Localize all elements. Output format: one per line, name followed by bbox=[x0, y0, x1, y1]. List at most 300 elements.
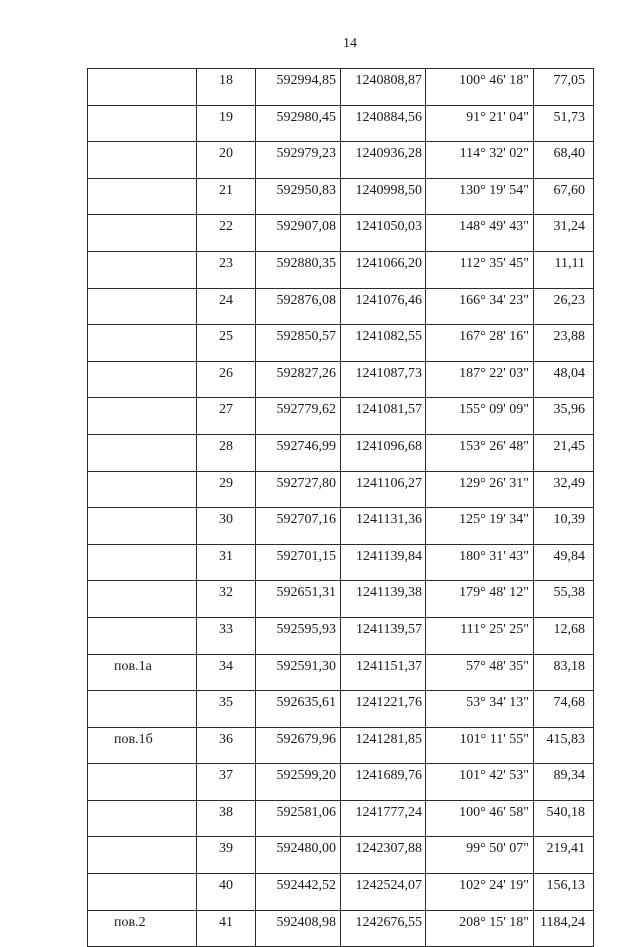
table-row bbox=[88, 764, 594, 801]
table-row bbox=[88, 617, 594, 654]
point-label-text bbox=[88, 764, 196, 769]
point-number-cell bbox=[197, 398, 256, 435]
y-coordinate-text: 1241082,55 bbox=[355, 329, 422, 345]
y-coordinate-text: 1241151,37 bbox=[356, 658, 422, 674]
point-number-cell bbox=[197, 288, 256, 325]
segment-length-text: 74,68 bbox=[553, 695, 585, 711]
segment-length-text: 540,18 bbox=[546, 804, 585, 820]
y-coordinate-text: 1241087,73 bbox=[355, 365, 422, 381]
page-number: 14 bbox=[343, 36, 357, 51]
y-coordinate-cell bbox=[341, 361, 426, 398]
table-row bbox=[88, 361, 594, 398]
point-label-text bbox=[88, 142, 196, 147]
x-coordinate-cell bbox=[256, 581, 341, 618]
y-coordinate-text: 1241131,36 bbox=[356, 512, 422, 528]
y-coordinate-text: 1241066,20 bbox=[355, 255, 422, 271]
y-coordinate-cell bbox=[341, 508, 426, 545]
point-label-text bbox=[88, 69, 196, 74]
x-coordinate-text: 592442,52 bbox=[276, 878, 336, 894]
x-coordinate-cell bbox=[256, 837, 341, 874]
y-coordinate-cell bbox=[341, 837, 426, 874]
point-label-text bbox=[88, 618, 196, 623]
direction-angle-text: 57° 48' 35" bbox=[466, 658, 529, 674]
y-coordinate-text: 1241096,68 bbox=[355, 438, 422, 454]
point-label-cell bbox=[88, 617, 197, 654]
segment-length-text: 48,04 bbox=[553, 365, 585, 381]
point-number-text: 20 bbox=[219, 146, 233, 162]
y-coordinate-text: 1241139,57 bbox=[356, 621, 422, 637]
direction-angle-text: 166° 34' 23" bbox=[459, 292, 529, 308]
segment-length-text: 10,39 bbox=[553, 512, 585, 528]
y-coordinate-cell bbox=[341, 910, 426, 947]
segment-length-text: 156,13 bbox=[546, 878, 585, 894]
segment-length-cell bbox=[534, 215, 594, 252]
segment-length-text: 26,23 bbox=[553, 292, 585, 308]
point-number-cell bbox=[197, 434, 256, 471]
point-label-cell bbox=[88, 691, 197, 728]
table-row bbox=[88, 581, 594, 618]
x-coordinate-text: 592635,61 bbox=[276, 695, 336, 711]
point-number-cell bbox=[197, 325, 256, 362]
direction-angle-text: 102° 24' 19" bbox=[459, 878, 529, 894]
table-row bbox=[88, 544, 594, 581]
direction-angle-cell bbox=[426, 837, 534, 874]
x-coordinate-cell bbox=[256, 910, 341, 947]
point-label-cell bbox=[88, 471, 197, 508]
y-coordinate-text: 1240936,28 bbox=[355, 146, 422, 162]
x-coordinate-text: 592599,20 bbox=[276, 768, 336, 784]
y-coordinate-text: 1242676,55 bbox=[355, 914, 422, 930]
point-number-text: 25 bbox=[219, 329, 233, 345]
point-label-text bbox=[88, 398, 196, 403]
segment-length-cell bbox=[534, 178, 594, 215]
direction-angle-cell bbox=[426, 727, 534, 764]
segment-length-text: 35,96 bbox=[553, 402, 585, 418]
segment-length-text: 55,38 bbox=[553, 585, 585, 601]
y-coordinate-cell bbox=[341, 325, 426, 362]
direction-angle-text: 153° 26' 48" bbox=[459, 438, 529, 454]
point-number-cell bbox=[197, 178, 256, 215]
y-coordinate-cell bbox=[341, 178, 426, 215]
point-label-text bbox=[88, 179, 196, 184]
direction-angle-cell bbox=[426, 142, 534, 179]
point-number-text: 26 bbox=[219, 365, 233, 381]
direction-angle-cell bbox=[426, 800, 534, 837]
y-coordinate-text: 1241221,76 bbox=[355, 695, 422, 711]
point-number-text: 36 bbox=[219, 731, 233, 747]
table-row bbox=[88, 654, 594, 691]
direction-angle-cell bbox=[426, 398, 534, 435]
segment-length-cell bbox=[534, 398, 594, 435]
direction-angle-cell bbox=[426, 288, 534, 325]
direction-angle-cell bbox=[426, 105, 534, 142]
segment-length-text: 68,40 bbox=[553, 146, 585, 162]
segment-length-cell bbox=[534, 251, 594, 288]
segment-length-text: 1184,24 bbox=[540, 914, 585, 930]
segment-length-cell bbox=[534, 544, 594, 581]
direction-angle-text: 208° 15' 18" bbox=[459, 914, 529, 930]
table-row bbox=[88, 434, 594, 471]
x-coordinate-cell bbox=[256, 251, 341, 288]
y-coordinate-cell bbox=[341, 251, 426, 288]
x-coordinate-text: 592581,06 bbox=[276, 804, 336, 820]
segment-length-text: 77,05 bbox=[553, 73, 585, 88]
point-label-text bbox=[88, 435, 196, 440]
x-coordinate-text: 592876,08 bbox=[276, 292, 336, 308]
point-label-text: пов.2 bbox=[114, 914, 146, 930]
direction-angle-cell bbox=[426, 178, 534, 215]
table-row bbox=[88, 691, 594, 728]
point-number-text: 24 bbox=[219, 292, 233, 308]
point-number-cell bbox=[197, 251, 256, 288]
x-coordinate-text: 592907,08 bbox=[276, 219, 336, 235]
y-coordinate-cell bbox=[341, 69, 426, 106]
point-label-cell bbox=[88, 837, 197, 874]
table-row bbox=[88, 508, 594, 545]
point-number-cell bbox=[197, 471, 256, 508]
y-coordinate-text: 1241106,27 bbox=[356, 475, 422, 491]
x-coordinate-cell bbox=[256, 215, 341, 252]
segment-length-cell bbox=[534, 617, 594, 654]
point-label-cell bbox=[88, 800, 197, 837]
direction-angle-text: 180° 31' 43" bbox=[459, 548, 529, 564]
segment-length-cell bbox=[534, 434, 594, 471]
segment-length-cell bbox=[534, 691, 594, 728]
y-coordinate-text: 1241050,03 bbox=[355, 219, 422, 235]
direction-angle-cell bbox=[426, 691, 534, 728]
segment-length-text: 83,18 bbox=[553, 658, 585, 674]
y-coordinate-text: 1240808,87 bbox=[355, 73, 422, 88]
point-label-cell bbox=[88, 910, 197, 947]
point-label-text bbox=[88, 215, 196, 220]
point-number-cell bbox=[197, 215, 256, 252]
y-coordinate-text: 1240998,50 bbox=[355, 182, 422, 198]
y-coordinate-text: 1242524,07 bbox=[355, 878, 422, 894]
direction-angle-cell bbox=[426, 471, 534, 508]
point-number-text: 23 bbox=[219, 255, 233, 271]
direction-angle-text: 91° 21' 04" bbox=[466, 109, 529, 125]
point-label-text bbox=[88, 874, 196, 879]
point-number-cell bbox=[197, 544, 256, 581]
direction-angle-text: 101° 11' 55" bbox=[459, 731, 529, 747]
segment-length-cell bbox=[534, 727, 594, 764]
point-number-text: 34 bbox=[219, 658, 233, 674]
segment-length-cell bbox=[534, 800, 594, 837]
direction-angle-text: 112° 35' 45" bbox=[459, 255, 529, 271]
point-number-text: 38 bbox=[219, 804, 233, 820]
direction-angle-text: 179° 48' 12" bbox=[459, 585, 529, 601]
direction-angle-text: 53° 34' 13" bbox=[466, 695, 529, 711]
y-coordinate-cell bbox=[341, 691, 426, 728]
y-coordinate-cell bbox=[341, 654, 426, 691]
direction-angle-text: 100° 46' 18" bbox=[459, 73, 529, 88]
y-coordinate-cell bbox=[341, 581, 426, 618]
table-row bbox=[88, 727, 594, 764]
point-number-cell bbox=[197, 105, 256, 142]
table-row bbox=[88, 142, 594, 179]
point-number-cell bbox=[197, 69, 256, 106]
direction-angle-cell bbox=[426, 361, 534, 398]
y-coordinate-cell bbox=[341, 215, 426, 252]
direction-angle-text: 111° 25' 25" bbox=[460, 621, 529, 637]
direction-angle-text: 130° 19' 54" bbox=[459, 182, 529, 198]
segment-length-cell bbox=[534, 764, 594, 801]
point-label-cell bbox=[88, 654, 197, 691]
segment-length-text: 51,73 bbox=[553, 109, 585, 125]
x-coordinate-cell bbox=[256, 398, 341, 435]
point-number-text: 28 bbox=[219, 438, 233, 454]
point-label-text bbox=[88, 508, 196, 513]
x-coordinate-cell bbox=[256, 69, 341, 106]
table-row bbox=[88, 288, 594, 325]
point-label-text bbox=[88, 837, 196, 842]
point-label-cell bbox=[88, 508, 197, 545]
segment-length-text: 21,45 bbox=[553, 438, 585, 454]
x-coordinate-text: 592994,85 bbox=[276, 73, 336, 88]
point-label-text bbox=[88, 362, 196, 367]
table-row bbox=[88, 471, 594, 508]
x-coordinate-cell bbox=[256, 691, 341, 728]
x-coordinate-text: 592595,93 bbox=[276, 621, 336, 637]
x-coordinate-text: 592701,15 bbox=[276, 548, 336, 564]
point-number-text: 39 bbox=[219, 841, 233, 857]
point-number-cell bbox=[197, 581, 256, 618]
x-coordinate-text: 592827,26 bbox=[276, 365, 336, 381]
point-number-cell bbox=[197, 764, 256, 801]
point-number-cell bbox=[197, 837, 256, 874]
table-row bbox=[88, 69, 594, 106]
segment-length-text: 32,49 bbox=[553, 475, 585, 491]
point-label-text bbox=[88, 472, 196, 477]
x-coordinate-cell bbox=[256, 105, 341, 142]
direction-angle-cell bbox=[426, 910, 534, 947]
point-number-text: 40 bbox=[219, 878, 233, 894]
x-coordinate-cell bbox=[256, 361, 341, 398]
table-row bbox=[88, 215, 594, 252]
y-coordinate-cell bbox=[341, 105, 426, 142]
x-coordinate-text: 592707,16 bbox=[276, 512, 336, 528]
x-coordinate-cell bbox=[256, 471, 341, 508]
direction-angle-cell bbox=[426, 617, 534, 654]
point-label-cell bbox=[88, 288, 197, 325]
segment-length-cell bbox=[534, 837, 594, 874]
point-label-text bbox=[88, 252, 196, 257]
direction-angle-cell bbox=[426, 508, 534, 545]
y-coordinate-cell bbox=[341, 471, 426, 508]
y-coordinate-cell bbox=[341, 398, 426, 435]
table-row bbox=[88, 837, 594, 874]
point-label-text bbox=[88, 289, 196, 294]
y-coordinate-cell bbox=[341, 727, 426, 764]
y-coordinate-cell bbox=[341, 764, 426, 801]
point-label-cell bbox=[88, 215, 197, 252]
table-row bbox=[88, 105, 594, 142]
segment-length-text: 415,83 bbox=[546, 731, 585, 747]
x-coordinate-text: 592880,35 bbox=[276, 255, 336, 271]
y-coordinate-text: 1241076,46 bbox=[355, 292, 422, 308]
point-number-cell bbox=[197, 691, 256, 728]
direction-angle-text: 114° 32' 02" bbox=[459, 146, 529, 162]
point-number-text: 31 bbox=[219, 548, 233, 564]
y-coordinate-cell bbox=[341, 288, 426, 325]
point-label-cell bbox=[88, 142, 197, 179]
segment-length-cell bbox=[534, 288, 594, 325]
point-label-text bbox=[88, 801, 196, 806]
point-number-text: 18 bbox=[219, 73, 233, 88]
segment-length-cell bbox=[534, 105, 594, 142]
y-coordinate-text: 1241139,84 bbox=[356, 548, 422, 564]
segment-length-text: 12,68 bbox=[553, 621, 585, 637]
direction-angle-cell bbox=[426, 434, 534, 471]
x-coordinate-text: 592950,83 bbox=[276, 182, 336, 198]
point-number-text: 41 bbox=[219, 914, 233, 930]
x-coordinate-cell bbox=[256, 434, 341, 471]
direction-angle-cell bbox=[426, 654, 534, 691]
segment-length-cell bbox=[534, 654, 594, 691]
point-label-cell bbox=[88, 581, 197, 618]
direction-angle-cell bbox=[426, 325, 534, 362]
segment-length-text: 219,41 bbox=[546, 841, 585, 857]
point-label-cell bbox=[88, 69, 197, 106]
point-number-text: 37 bbox=[219, 768, 233, 784]
point-number-cell bbox=[197, 910, 256, 947]
y-coordinate-text: 1241139,38 bbox=[356, 585, 422, 601]
x-coordinate-cell bbox=[256, 288, 341, 325]
segment-length-cell bbox=[534, 471, 594, 508]
y-coordinate-text: 1241281,85 bbox=[355, 731, 422, 747]
point-label-text bbox=[88, 691, 196, 696]
point-number-cell bbox=[197, 617, 256, 654]
segment-length-cell bbox=[534, 910, 594, 947]
point-label-text bbox=[88, 325, 196, 330]
x-coordinate-text: 592979,23 bbox=[276, 146, 336, 162]
point-label-text: пов.1б bbox=[114, 731, 153, 747]
x-coordinate-cell bbox=[256, 325, 341, 362]
segment-length-text: 11,11 bbox=[554, 255, 585, 271]
x-coordinate-text: 592980,45 bbox=[276, 109, 336, 125]
direction-angle-text: 148° 49' 43" bbox=[459, 219, 529, 235]
x-coordinate-text: 592408,98 bbox=[276, 914, 336, 930]
direction-angle-text: 167° 28' 16" bbox=[459, 329, 529, 345]
x-coordinate-text: 592679,96 bbox=[276, 731, 336, 747]
coordinates-table bbox=[87, 68, 594, 947]
point-label-cell bbox=[88, 544, 197, 581]
x-coordinate-text: 592480,00 bbox=[276, 841, 336, 857]
x-coordinate-text: 592727,80 bbox=[276, 475, 336, 491]
point-number-cell bbox=[197, 727, 256, 764]
y-coordinate-text: 1240884,56 bbox=[355, 109, 422, 125]
segment-length-cell bbox=[534, 325, 594, 362]
point-number-text: 35 bbox=[219, 695, 233, 711]
x-coordinate-cell bbox=[256, 142, 341, 179]
direction-angle-text: 129° 26' 31" bbox=[459, 475, 529, 491]
direction-angle-cell bbox=[426, 251, 534, 288]
x-coordinate-text: 592651,31 bbox=[276, 585, 336, 601]
y-coordinate-text: 1241777,24 bbox=[355, 804, 422, 820]
table-row bbox=[88, 325, 594, 362]
point-number-text: 19 bbox=[219, 109, 233, 125]
point-number-text: 22 bbox=[219, 219, 233, 235]
table-row bbox=[88, 251, 594, 288]
point-number-text: 33 bbox=[219, 621, 233, 637]
segment-length-cell bbox=[534, 69, 594, 106]
y-coordinate-text: 1242307,88 bbox=[355, 841, 422, 857]
table-row bbox=[88, 178, 594, 215]
point-label-text: пов.1а bbox=[114, 658, 152, 674]
segment-length-text: 31,24 bbox=[553, 219, 585, 235]
point-label-cell bbox=[88, 105, 197, 142]
point-number-text: 30 bbox=[219, 512, 233, 528]
y-coordinate-cell bbox=[341, 142, 426, 179]
x-coordinate-text: 592591,30 bbox=[276, 658, 336, 674]
x-coordinate-cell bbox=[256, 727, 341, 764]
direction-angle-text: 101° 42' 53" bbox=[459, 768, 529, 784]
point-number-cell bbox=[197, 142, 256, 179]
segment-length-text: 49,84 bbox=[553, 548, 585, 564]
point-number-text: 21 bbox=[219, 182, 233, 198]
segment-length-text: 23,88 bbox=[553, 329, 585, 345]
x-coordinate-text: 592850,57 bbox=[276, 329, 336, 345]
x-coordinate-cell bbox=[256, 764, 341, 801]
x-coordinate-cell bbox=[256, 544, 341, 581]
point-number-text: 32 bbox=[219, 585, 233, 601]
direction-angle-text: 125° 19' 34" bbox=[459, 512, 529, 528]
point-label-cell bbox=[88, 727, 197, 764]
direction-angle-cell bbox=[426, 69, 534, 106]
direction-angle-cell bbox=[426, 581, 534, 618]
direction-angle-text: 155° 09' 09" bbox=[459, 402, 529, 418]
direction-angle-cell bbox=[426, 764, 534, 801]
point-label-cell bbox=[88, 178, 197, 215]
direction-angle-text: 100° 46' 58" bbox=[459, 804, 529, 820]
x-coordinate-cell bbox=[256, 617, 341, 654]
x-coordinate-cell bbox=[256, 508, 341, 545]
point-label-text bbox=[88, 106, 196, 111]
table-body bbox=[88, 69, 594, 947]
direction-angle-cell bbox=[426, 215, 534, 252]
point-number-cell bbox=[197, 800, 256, 837]
point-label-cell bbox=[88, 361, 197, 398]
direction-angle-text: 187° 22' 03" bbox=[459, 365, 529, 381]
table-row bbox=[88, 800, 594, 837]
point-number-cell bbox=[197, 361, 256, 398]
point-number-text: 27 bbox=[219, 402, 233, 418]
direction-angle-text: 99° 50' 07" bbox=[466, 841, 529, 857]
segment-length-text: 67,60 bbox=[553, 182, 585, 198]
segment-length-cell bbox=[534, 581, 594, 618]
table-row bbox=[88, 910, 594, 947]
x-coordinate-cell bbox=[256, 654, 341, 691]
point-number-cell bbox=[197, 508, 256, 545]
y-coordinate-cell bbox=[341, 800, 426, 837]
point-label-cell bbox=[88, 325, 197, 362]
direction-angle-cell bbox=[426, 544, 534, 581]
point-label-cell bbox=[88, 251, 197, 288]
table-row bbox=[88, 398, 594, 435]
point-label-text bbox=[88, 581, 196, 586]
point-label-cell bbox=[88, 434, 197, 471]
x-coordinate-cell bbox=[256, 178, 341, 215]
y-coordinate-cell bbox=[341, 544, 426, 581]
point-label-text bbox=[88, 545, 196, 550]
x-coordinate-text: 592779,62 bbox=[276, 402, 336, 418]
segment-length-cell bbox=[534, 508, 594, 545]
segment-length-text: 89,34 bbox=[553, 768, 585, 784]
segment-length-cell bbox=[534, 142, 594, 179]
y-coordinate-cell bbox=[341, 434, 426, 471]
y-coordinate-text: 1241689,76 bbox=[355, 768, 422, 784]
point-number-text: 29 bbox=[219, 475, 233, 491]
